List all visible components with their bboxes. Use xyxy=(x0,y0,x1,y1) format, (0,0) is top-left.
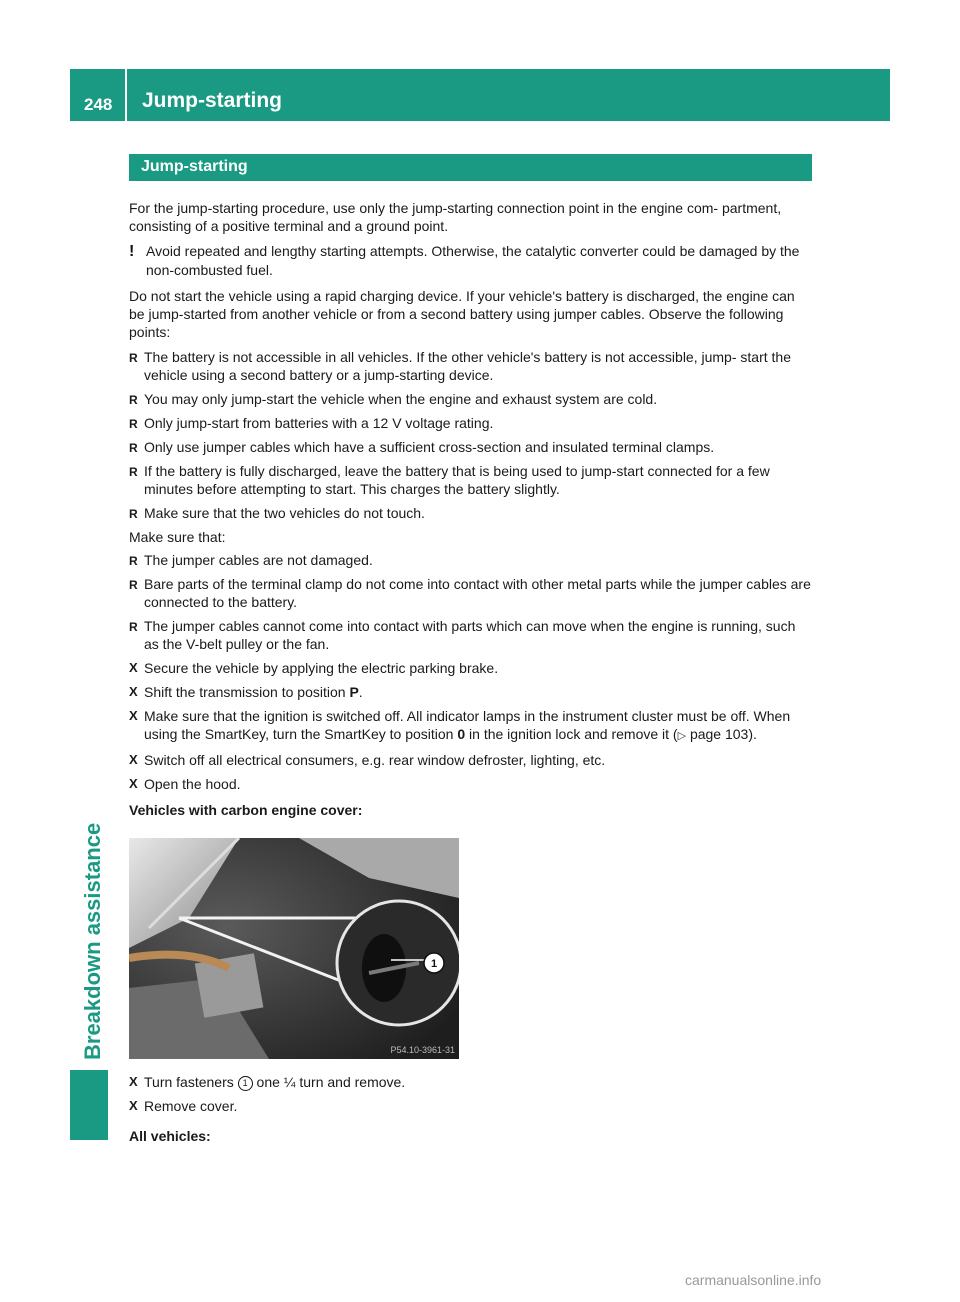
step-text: Make sure that the ignition is switched off. All indicator lamps in the instrument cluster must be off. When using the SmartKey, turn the SmartKey to position xyxy=(144,708,791,742)
step-item xyxy=(129,1097,812,1115)
step-arrow-icon: X xyxy=(129,1074,138,1089)
step-item xyxy=(129,683,812,701)
section-title: Jump-starting xyxy=(141,158,248,175)
bullet-icon: R xyxy=(129,351,138,365)
page-reference-link[interactable]: page 103). xyxy=(686,726,757,742)
all-vehicles-heading: All vehicles: xyxy=(129,1128,211,1144)
make-sure-label: Make sure that: xyxy=(129,529,226,545)
step-text: Remove cover. xyxy=(144,1098,238,1114)
step-bold: P xyxy=(349,684,359,700)
step-arrow-icon: X xyxy=(129,660,138,675)
list-item-text: Only jump-start from batteries with a 12 V voltage rating. xyxy=(144,415,494,431)
step-text: Shift the transmission to position xyxy=(144,684,350,700)
list-item-text: The battery is not accessible in all vehicles. If the other vehicle's battery is not accessible, jump- start the vehicle using a second battery or a jump-starting device. xyxy=(144,349,791,383)
list-item xyxy=(129,348,812,384)
bullet-icon: R xyxy=(129,417,138,431)
side-chapter-block xyxy=(70,1070,108,1140)
step-text-cont: in the ignition lock and remove it ( xyxy=(465,726,678,742)
list-item-text: If the battery is fully discharged, leave the battery that is being used to jump-start connected for a few minutes before attempting to start. This charges the battery slightly. xyxy=(144,463,770,497)
figure-callout: 1 xyxy=(430,958,438,970)
list-item-text: Bare parts of the terminal clamp do not come into contact with other metal parts while the jumper cables are connected to the battery. xyxy=(144,576,811,610)
list-item-text: The jumper cables cannot come into contact with parts which can move when the engine is running, such as the V-belt pulley or the fan. xyxy=(144,618,796,652)
warning-text: Avoid repeated and lengthy starting attempts. Otherwise, the catalytic converter could be damaged by the non-combusted fuel. xyxy=(146,243,800,278)
list-item xyxy=(129,438,812,456)
step-item xyxy=(129,775,812,793)
section-heading-bar xyxy=(129,154,812,181)
list-item-text: You may only jump-start the vehicle when the engine and exhaust system are cold. xyxy=(144,391,658,407)
step-text: Open the hood. xyxy=(144,776,241,792)
step-text: Secure the vehicle by applying the electric parking brake. xyxy=(144,660,499,676)
step-arrow-icon: X xyxy=(129,776,138,791)
step-arrow-icon: X xyxy=(129,1098,138,1113)
step-item xyxy=(129,707,812,745)
make-sure-list xyxy=(129,551,812,653)
figure-code: P54.10-3961-31 xyxy=(390,1045,455,1055)
list-item xyxy=(129,575,812,611)
list-item xyxy=(129,551,812,569)
list-item xyxy=(129,504,812,522)
watermark: carmanualsonline.info xyxy=(685,1272,822,1288)
warning-icon: ! xyxy=(129,243,135,260)
header-title: Jump-starting xyxy=(142,89,283,112)
step-text-end: turn and remove. xyxy=(295,1074,406,1090)
header-divider xyxy=(125,69,127,121)
cover-steps-list xyxy=(129,1073,812,1115)
charging-paragraph: Do not start the vehicle using a rapid charging device. If your vehicle's battery is discharged, the engine can be jump-started from another vehicle or from a second battery using jumper cables. Observe the following points: xyxy=(129,288,795,340)
fraction-text: ¼ xyxy=(283,1074,296,1090)
step-bold: 0 xyxy=(457,726,466,742)
bullet-icon: R xyxy=(129,393,138,407)
step-item xyxy=(129,1073,812,1091)
step-arrow-icon: X xyxy=(129,752,138,767)
warning-note xyxy=(129,242,812,279)
engine-photo xyxy=(129,838,459,1059)
list-item-text: The jumper cables are not damaged. xyxy=(144,552,373,568)
list-item xyxy=(129,617,812,653)
step-item xyxy=(129,659,812,677)
steps-list xyxy=(129,659,812,793)
list-item xyxy=(129,414,812,432)
page-number: 248 xyxy=(84,95,113,114)
page-ref-icon: ▷ xyxy=(677,730,687,742)
step-text-mid: one xyxy=(252,1074,284,1090)
callout-1-icon: 1 xyxy=(238,1076,253,1091)
page-content xyxy=(129,154,812,1164)
bullet-icon: R xyxy=(129,578,138,592)
step-item xyxy=(129,751,812,769)
step-text: Switch off all electrical consumers, e.g. rear window defroster, lighting, etc. xyxy=(144,752,606,768)
step-arrow-icon: X xyxy=(129,684,138,699)
bullet-icon: R xyxy=(129,554,138,568)
list-item-text: Only use jumper cables which have a sufficient cross-section and insulated terminal clamps. xyxy=(144,439,715,455)
list-item-text: Make sure that the two vehicles do not touch. xyxy=(144,505,425,521)
carbon-heading: Vehicles with carbon engine cover: xyxy=(129,802,363,818)
step-arrow-icon: X xyxy=(129,708,138,723)
bullet-icon: R xyxy=(129,441,138,455)
bullet-icon: R xyxy=(129,507,138,521)
step-text-end: . xyxy=(358,684,363,700)
side-chapter-label: Breakdown assistance xyxy=(80,822,105,1060)
points-list xyxy=(129,348,812,522)
list-item xyxy=(129,462,812,498)
step-text: Turn fasteners xyxy=(144,1074,238,1090)
bullet-icon: R xyxy=(129,620,138,634)
intro-paragraph: For the jump-starting procedure, use only the jump-starting connection point in the engine com- partment, consisting of a positive terminal and a ground point. xyxy=(129,200,782,234)
engine-cover-figure xyxy=(129,838,459,1059)
list-item xyxy=(129,390,812,408)
bullet-icon: R xyxy=(129,465,138,479)
header-bar xyxy=(70,69,890,121)
